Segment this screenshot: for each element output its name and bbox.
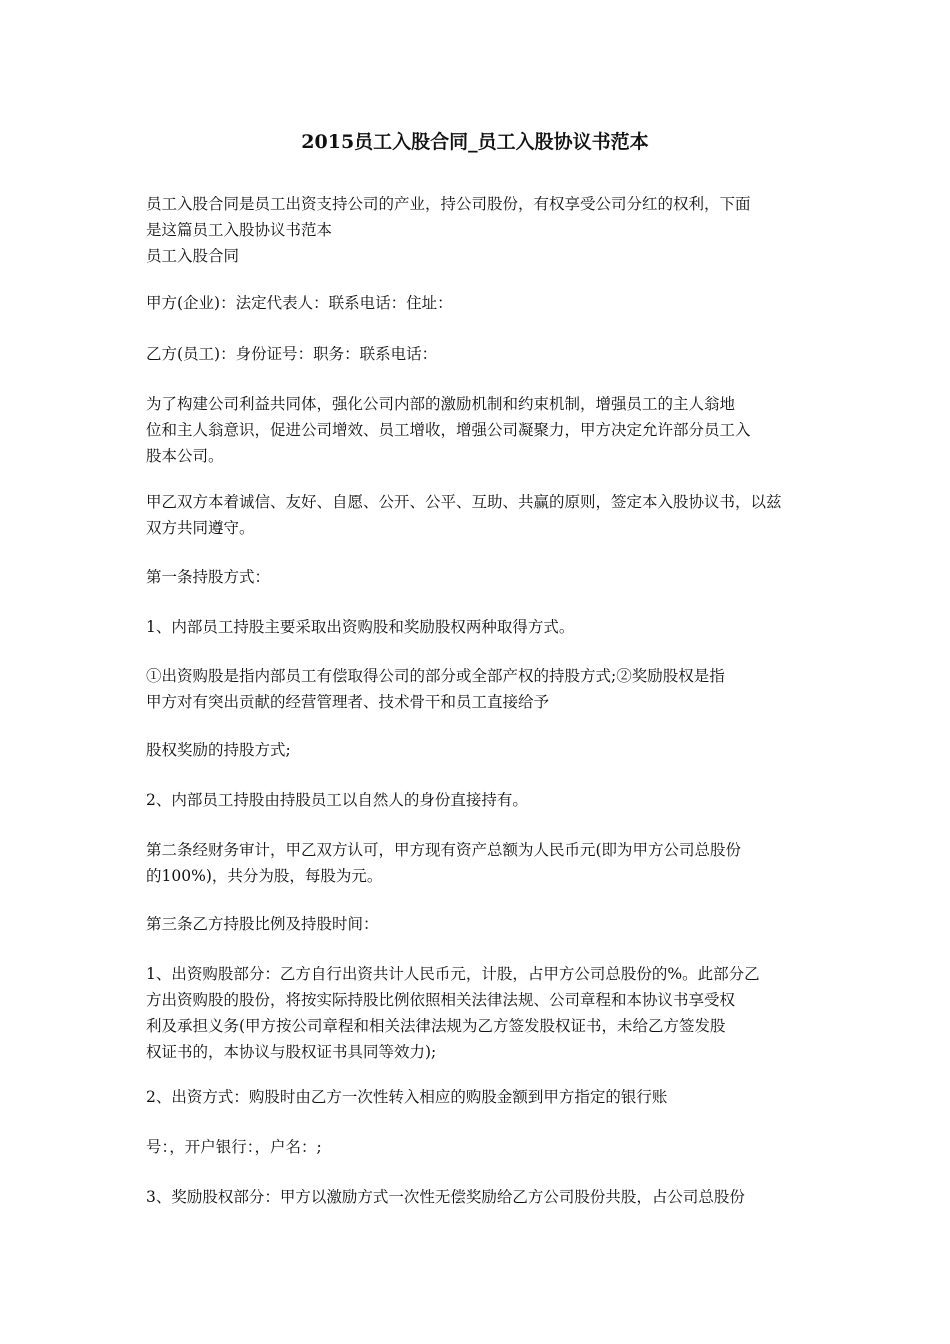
article3-heading <box>146 911 810 937</box>
article2-line: 第二条经财务审计，甲乙双方认可，甲方现有资产总额为人民币元(即为甲方公司总股份 <box>146 841 742 859</box>
principle-paragraph <box>146 489 810 541</box>
article1-heading <box>146 564 810 590</box>
article3-item2-cont <box>146 1134 810 1160</box>
purpose-paragraph <box>146 391 810 469</box>
article1-item2 <box>146 787 810 813</box>
article1-explain-line: 甲方对有突出贡献的经营管理者、技术骨干和员工直接给予 <box>146 693 550 711</box>
intro-paragraph <box>146 191 810 269</box>
article3-item1-line: 方出资购股的股份，将按实际持股比例依照相关法律法规、公司章程和本协议书享受权 <box>146 991 736 1009</box>
article3-item3 <box>146 1184 810 1210</box>
article1-explain-paragraph <box>146 663 810 715</box>
article1-explain-cont <box>146 737 810 763</box>
article3-item1-line: 权证书的，本协议与股权证书具同等效力); <box>146 1043 437 1061</box>
purpose-line: 位和主人翁意识，促进公司增效、员工增收，增强公司凝聚力，甲方决定允许部分员工入 <box>146 421 751 439</box>
party-a-text: 甲方(企业)：法定代表人：联系电话：住址： <box>146 294 453 312</box>
article1-item1 <box>146 614 810 640</box>
article3-heading-text: 第三条乙方持股比例及持股时间： <box>146 915 379 933</box>
article1-explain-line: ①出资购股是指内部员工有偿取得公司的部分或全部产权的持股方式;②奖励股权是指 <box>146 667 725 685</box>
intro-line: 员工入股合同是员工出资支持公司的产业，持公司股份，有权享受公司分红的权利，下面 <box>146 195 751 213</box>
article3-item3-text: 3、奖励股权部分：甲方以激励方式一次性无偿奖励给乙方公司股份共股，占公司总股份 <box>146 1188 745 1206</box>
purpose-line: 为了构建公司利益共同体，强化公司内部的激励机制和约束机制，增强员工的主人翁地 <box>146 395 736 413</box>
intro-line: 是这篇员工入股协议书范本 <box>146 221 333 239</box>
article2-line: 的100%)，共分为股，每股为元。 <box>146 867 383 885</box>
article3-item2 <box>146 1084 810 1110</box>
intro-line: 员工入股合同 <box>146 247 240 265</box>
article3-item1-line: 1、出资购股部分：乙方自行出资共计人民币元，计股，占甲方公司总股份的%。此部分乙 <box>146 965 760 983</box>
principle-line: 甲乙双方本着诚信、友好、自愿、公开、公平、互助、共赢的原则，签定本入股协议书，以兹 <box>146 493 782 511</box>
article2-paragraph <box>146 837 810 889</box>
article3-item2-cont-text: 号：，开户银行：，户名：; <box>146 1138 322 1156</box>
principle-line: 双方共同遵守。 <box>146 519 255 537</box>
article3-item1-paragraph <box>146 961 810 1065</box>
document-title: 2015员工入股合同_员工入股协议书范本 <box>301 131 649 153</box>
article3-item2-text: 2、出资方式：购股时由乙方一次性转入相应的购股金额到甲方指定的银行账 <box>146 1088 668 1106</box>
article1-item2-text: 2、内部员工持股由持股员工以自然人的身份直接持有。 <box>146 791 528 809</box>
purpose-line: 股本公司。 <box>146 447 224 465</box>
party-b-line <box>146 341 810 367</box>
article3-item1-line: 利及承担义务(甲方按公司章程和相关法律法规为乙方签发股权证书，未给乙方签发股 <box>146 1017 726 1035</box>
article1-heading-text: 第一条持股方式： <box>146 568 271 586</box>
article1-item1-text: 1、内部员工持股主要采取出资购股和奖励股权两种取得方式。 <box>146 618 575 636</box>
party-a-line <box>146 290 810 316</box>
party-b-text: 乙方(员工)：身份证号：职务：联系电话： <box>146 345 438 363</box>
article1-explain-cont-text: 股权奖励的持股方式; <box>146 741 291 759</box>
